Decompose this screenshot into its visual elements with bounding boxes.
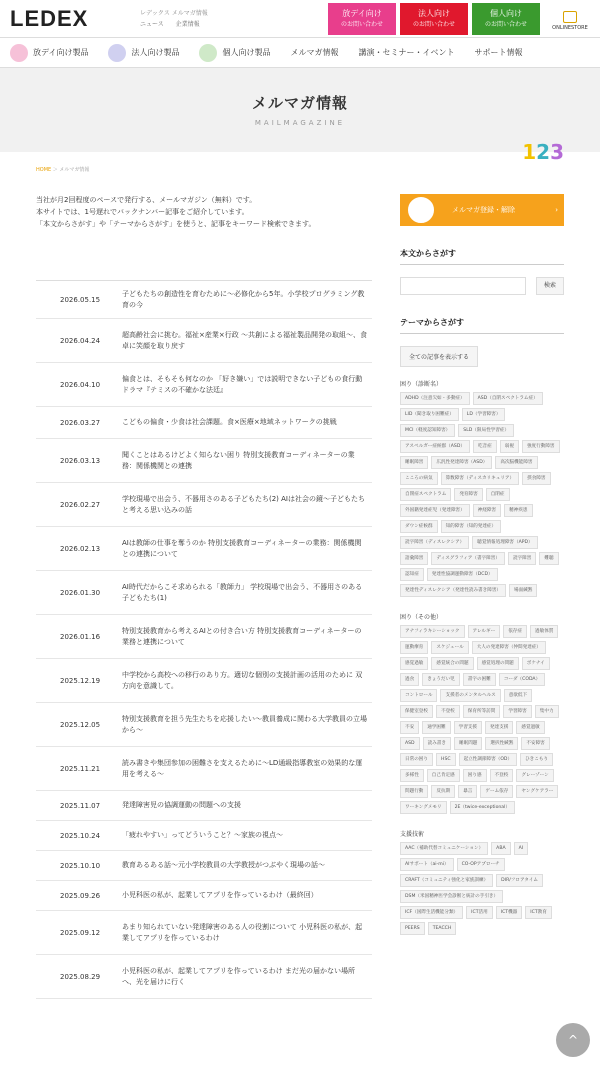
- article-row[interactable]: [36, 659, 372, 703]
- theme-tag[interactable]: 自閉症: [486, 488, 510, 501]
- search-button[interactable]: 検索: [536, 277, 564, 295]
- theme-tag[interactable]: PEERS: [400, 922, 425, 935]
- article-date: 2026.03.27: [60, 418, 101, 427]
- theme-tag[interactable]: DIR/フロアタイム: [496, 874, 543, 887]
- theme-tag[interactable]: 意欲低下: [504, 689, 532, 702]
- nav-label: サポート情報: [474, 48, 523, 57]
- theme-tag[interactable]: ダウン症候群: [400, 520, 438, 533]
- theme-tag[interactable]: ICT活用: [466, 906, 493, 919]
- breadcrumb-separator: ＞: [52, 167, 60, 173]
- theme-tag[interactable]: 不安: [400, 721, 419, 734]
- theme-tag[interactable]: ASD（自閉スペクトラム症）: [473, 392, 543, 405]
- theme-tag[interactable]: 知的障害（知的発達症）: [441, 520, 502, 533]
- article-title[interactable]: 子どもたちの創造性を育むために〜必修化から5年。小学校プログラミング教育の今: [122, 289, 365, 309]
- theme-tag[interactable]: 弱視: [500, 440, 519, 453]
- intro-text: [36, 194, 372, 280]
- theme-tag[interactable]: きょうだい児: [422, 673, 460, 686]
- theme-tag[interactable]: 読字障害: [508, 552, 536, 565]
- contact-corporate-label: 法人向け: [418, 8, 450, 18]
- theme-tag[interactable]: 吃音症: [473, 440, 497, 453]
- shopping-bag-icon: [563, 11, 577, 23]
- article-row[interactable]: [36, 821, 372, 851]
- theme-categories: [400, 379, 564, 938]
- theme-tag[interactable]: 反抗期: [431, 785, 455, 798]
- article-row[interactable]: [36, 615, 372, 659]
- theme-tag[interactable]: LID（聞き取り困難症）: [400, 408, 459, 421]
- theme-tag[interactable]: HSC: [436, 753, 456, 766]
- article-title[interactable]: 教育あるある話〜元小学校教員の大学教授がつぶやく現場の話〜: [122, 861, 325, 869]
- article-date: 2026.01.16: [60, 632, 101, 641]
- theme-tag[interactable]: ICF（国際生活機能分類）: [400, 906, 463, 919]
- mascot-dog-icon: [406, 195, 436, 225]
- article-date: 2026.01.30: [60, 588, 101, 597]
- intro-line: 本サイトでは、1号遅れでバックナンバー記事をご紹介しています。: [36, 208, 249, 216]
- theme-tag[interactable]: AI: [514, 842, 529, 855]
- theme-tag[interactable]: LD（学習障害）: [462, 408, 506, 421]
- article-date: 2026.02.27: [60, 500, 101, 509]
- article-date: 2025.12.05: [60, 720, 101, 729]
- theme-tag[interactable]: アレルギー: [468, 625, 501, 638]
- intro-line: 「本文からさがす」や「テーマからさがす」を使うと、記事をキーワード検索できます。: [36, 220, 316, 228]
- theme-tag[interactable]: 日常の困り: [400, 753, 433, 766]
- theme-tag[interactable]: 運動療育: [400, 641, 428, 654]
- article-row[interactable]: [36, 439, 372, 483]
- nav-item-houday-products[interactable]: [0, 44, 98, 62]
- article-title[interactable]: 発達障害児の協調運動の問題への支援: [122, 801, 241, 809]
- article-column: [36, 194, 372, 999]
- theme-tag[interactable]: 高次脳機能障害: [495, 456, 537, 469]
- nav-item-corporate-products[interactable]: [98, 44, 189, 62]
- theme-tag[interactable]: MCI（軽度認知障害）: [400, 424, 455, 437]
- page-subtitle: MAILMAGAZINE: [254, 119, 346, 127]
- theme-tag[interactable]: 過敏体質: [530, 625, 558, 638]
- theme-tag[interactable]: 強度行動障害: [522, 440, 560, 453]
- theme-tag[interactable]: 保健室登校: [400, 705, 433, 718]
- header-tagline: レデックス メルマガ情報: [140, 9, 208, 17]
- theme-tag[interactable]: 睡眠障害: [400, 456, 428, 469]
- article-date: 2026.03.13: [60, 456, 101, 465]
- main-content: [0, 194, 600, 999]
- banner-label: メルマガ登録・解除: [452, 206, 515, 214]
- theme-tag[interactable]: 自己肯定感: [427, 769, 460, 782]
- theme-tag[interactable]: 自閉症スペクトラム: [400, 488, 451, 501]
- theme-tag[interactable]: 精神疾患: [504, 504, 532, 517]
- article-title[interactable]: AI時代だからこそ求められる「教師力」 学校現場で出会う、不器用さのある子どもたち(1): [122, 582, 363, 602]
- theme-tag[interactable]: AIサポート（ai-mi）: [400, 858, 454, 871]
- theme-tag[interactable]: 不登校: [490, 769, 514, 782]
- theme-tag[interactable]: 発達性協調運動障害（DCD）: [427, 568, 498, 581]
- article-row[interactable]: [36, 527, 372, 571]
- theme-tag[interactable]: 起立性調節障害（OD）: [459, 753, 518, 766]
- theme-tag[interactable]: 多様性: [400, 769, 424, 782]
- theme-tag[interactable]: グレーゾーン: [516, 769, 553, 782]
- article-list: [36, 280, 372, 999]
- article-date: 2026.04.24: [60, 336, 101, 345]
- theme-tag[interactable]: コーダ（CODA）: [499, 673, 545, 686]
- breadcrumb: [0, 140, 600, 194]
- nav-label: 法人向け製品: [131, 48, 180, 57]
- theme-tag[interactable]: 発育障害: [454, 488, 482, 501]
- header-meta: [140, 8, 324, 30]
- theme-tag[interactable]: 集中力: [535, 705, 559, 718]
- theme-tag[interactable]: ひきこもり: [520, 753, 553, 766]
- theme-tag[interactable]: 支援者のメンタルヘルス: [440, 689, 500, 702]
- theme-tag[interactable]: 感覚過敏: [516, 721, 544, 734]
- theme-tag[interactable]: 外国籍発達症児（発達障害）: [400, 504, 470, 517]
- article-date: 2025.10.24: [60, 831, 101, 840]
- theme-tag[interactable]: CRAFT（コミュニティ強化と家族訓練）: [400, 874, 493, 887]
- theme-tag[interactable]: 読み書き: [423, 737, 451, 750]
- nav-item-mailmagazine[interactable]: [280, 47, 348, 58]
- theme-tag[interactable]: 感覚統合の問題: [431, 657, 473, 670]
- theme-tag[interactable]: 摂食障害: [522, 472, 550, 485]
- theme-tag[interactable]: コントロール: [400, 689, 437, 702]
- theme-tag[interactable]: ICT教育: [525, 906, 552, 919]
- article-row[interactable]: [36, 747, 372, 791]
- article-date: 2025.11.07: [60, 801, 101, 810]
- theme-tag[interactable]: TEACCH: [428, 922, 457, 935]
- back-to-top-button[interactable]: [556, 1023, 590, 1057]
- breadcrumb-home[interactable]: HOME: [36, 167, 52, 173]
- article-title[interactable]: 小児科医の私が、起業してアプリを作っているわけ まだ光の届かない場所へ、光を届けに行く: [122, 966, 355, 986]
- theme-section-title: テーマからさがす: [400, 317, 564, 334]
- header-link-company[interactable]: 企業情報: [175, 20, 200, 28]
- theme-tag[interactable]: 発達支援: [485, 721, 513, 734]
- theme-tag[interactable]: 広汎性発達障害（ASD）: [431, 456, 492, 469]
- search-form: [400, 277, 564, 295]
- theme-tag[interactable]: 暴言: [458, 785, 477, 798]
- tag-list: [400, 842, 564, 938]
- theme-tag[interactable]: ボケナイ: [522, 657, 550, 670]
- contact-personal-label: 個人向け: [490, 8, 522, 18]
- contact-houday-label: 放デイ向け: [342, 8, 382, 18]
- theme-tag[interactable]: ABA: [491, 842, 510, 855]
- theme-tag[interactable]: 過食: [400, 673, 419, 686]
- nav-item-personal-products[interactable]: [189, 44, 280, 62]
- theme-tag[interactable]: 依存症: [503, 625, 527, 638]
- theme-tag[interactable]: ディスグラフィア（書字障害）: [431, 552, 505, 565]
- article-row[interactable]: [36, 791, 372, 821]
- theme-tag[interactable]: 認知症: [400, 568, 424, 581]
- search-input[interactable]: [400, 277, 526, 295]
- theme-tag[interactable]: ICT機器: [496, 906, 523, 919]
- article-date: 2025.09.12: [60, 928, 101, 937]
- article-title[interactable]: 超高齢社会に挑む。福祉×産業×行政 〜共創による福祉製品開発の取組〜、食卓に笑顔を取り戻す: [122, 330, 367, 350]
- theme-tag[interactable]: 算数障害（ディスカリキュリア）: [441, 472, 520, 485]
- article-row[interactable]: [36, 363, 372, 407]
- nav-item-support[interactable]: [464, 47, 532, 58]
- theme-tag[interactable]: 不安障害: [521, 737, 549, 750]
- article-date: 2025.12.19: [60, 676, 101, 685]
- building-icon: [108, 44, 126, 62]
- ledex-logo[interactable]: LEDEX: [10, 5, 89, 31]
- show-all-articles-button[interactable]: 全ての記事を表示する: [400, 346, 478, 367]
- article-title[interactable]: こどもの偏食・少食は社会課題。食×医療×地域ネットワークの挑戦: [122, 418, 337, 426]
- article-title[interactable]: AIは教師の仕事を奪うのか 特別支援教育コーディネーターの業務：関係機関との連携について: [122, 538, 362, 558]
- theme-tag[interactable]: アナフィラキシーショック: [400, 625, 465, 638]
- theme-tag[interactable]: 発達性ディスレクシア（発達性読み書き障害）: [400, 584, 506, 597]
- theme-tag[interactable]: 語彙障害: [400, 552, 428, 565]
- page-title: メルマガ情報: [251, 94, 348, 112]
- global-nav: [0, 38, 600, 68]
- contact-corporate-button[interactable]: [400, 3, 468, 35]
- article-row[interactable]: [36, 483, 372, 527]
- tag-list: [400, 392, 564, 600]
- header-link-news[interactable]: ニュース: [140, 20, 164, 28]
- article-title[interactable]: 聞くことはあるけどよく知らない困り 特別支援教育コーディネーターの業務：関係機関との連携: [122, 450, 355, 470]
- theme-tag[interactable]: 読字障害（ディスレクシア）: [400, 536, 469, 549]
- article-row[interactable]: [36, 407, 372, 439]
- contact-personal-sub: のお問い合わせ: [484, 20, 527, 28]
- article-title[interactable]: 特別支援教育を担う先生たちを応援したい〜教員養成に関わる大学教員の立場から〜: [122, 714, 367, 734]
- category-heading: 支援技術: [400, 831, 425, 838]
- theme-tag[interactable]: 感覚処理の問題: [477, 657, 519, 670]
- intro-line: 当社が月2回程度のペースで発行する、メールマガジン（無料）です。: [36, 196, 257, 204]
- online-store-label: ONLINESTORE: [552, 24, 588, 31]
- article-title[interactable]: 特別支援教育から考えるAIとの付き合い方 特別支援教育コーディネーターの業務と連携について: [122, 626, 362, 646]
- theme-tag[interactable]: AAC（補助代替コミュニケーション）: [400, 842, 488, 855]
- theme-tag[interactable]: CO-OPアプローチ: [457, 858, 505, 871]
- article-date: 2026.05.15: [60, 295, 101, 304]
- contact-corporate-sub: のお問い合わせ: [412, 20, 455, 28]
- theme-tag[interactable]: 難聴: [539, 552, 558, 565]
- theme-tag[interactable]: ASD: [400, 737, 420, 750]
- header-links: [140, 19, 324, 30]
- article-date: 2025.10.10: [60, 861, 101, 870]
- article-date: 2025.08.29: [60, 972, 101, 981]
- nav-label: メルマガ情報: [290, 48, 339, 57]
- article-title[interactable]: 読み書きや集団参加の困難さを支えるために〜LD通級指導教室の効果的な運用を考える〜: [122, 758, 363, 778]
- theme-tag[interactable]: 選択性緘黙: [485, 737, 518, 750]
- article-row[interactable]: [36, 281, 372, 319]
- theme-tag[interactable]: 学習障害: [503, 705, 531, 718]
- theme-tag[interactable]: アスペルガー症候群（ASD）: [400, 440, 470, 453]
- theme-tag[interactable]: ADHD（注意欠如・多動症）: [400, 392, 470, 405]
- theme-tag[interactable]: 大人の発達障害（仲間発達症）: [472, 641, 546, 654]
- theme-tag[interactable]: 聴覚情報処理障害（APD）: [472, 536, 537, 549]
- site-header: [0, 0, 600, 38]
- page-hero: [0, 68, 600, 152]
- article-title[interactable]: 偏食とは、そもそも何なのか 「好き嫌い」では説明できない子どもの食行動 ドラマ『テミスの不確かな法廷』: [122, 374, 363, 394]
- category-heading: 困り（その他）: [400, 614, 443, 621]
- theme-tag[interactable]: 学習支援: [454, 721, 482, 734]
- theme-tag[interactable]: 困り感: [463, 769, 487, 782]
- chevron-right-icon: ›: [555, 206, 558, 214]
- theme-tag[interactable]: こころの病気: [400, 472, 438, 485]
- nav-item-seminar[interactable]: [348, 47, 464, 58]
- category-heading: 困り（診断名）: [400, 381, 443, 388]
- article-row[interactable]: [36, 571, 372, 615]
- article-title[interactable]: 学校現場で出会う、不器用さのある子どもたち(2) AIは社会の鏡〜子どもたちと考える思い込みの話: [122, 494, 365, 514]
- tag-list: [400, 625, 564, 817]
- theme-tag[interactable]: ゲーム依存: [480, 785, 513, 798]
- article-date: 2025.11.21: [60, 764, 101, 773]
- theme-tag[interactable]: 感覚過敏: [400, 657, 428, 670]
- theme-tag[interactable]: 不登校: [436, 705, 460, 718]
- theme-tag[interactable]: スケジュール: [431, 641, 468, 654]
- theme-tag[interactable]: 通学困難: [422, 721, 450, 734]
- contact-personal-button[interactable]: [472, 3, 540, 35]
- article-row[interactable]: [36, 851, 372, 881]
- theme-tag[interactable]: 睡眠問題: [454, 737, 482, 750]
- sidebar: [400, 194, 564, 999]
- nav-label: 講演・セミナー・イベント: [358, 48, 455, 57]
- theme-tag[interactable]: DSM（米国精神医学会診断と統計の手引き）: [400, 890, 503, 903]
- theme-tag[interactable]: SLD（限局性学習症）: [458, 424, 514, 437]
- contact-houday-button[interactable]: [328, 3, 396, 35]
- theme-tag[interactable]: 書字の困難: [463, 673, 496, 686]
- article-title[interactable]: あまり知られていない発達障害のある人の役割について 小児科医の私が、起業してアプリを作っているわけ: [122, 922, 363, 942]
- article-date: 2025.09.26: [60, 891, 101, 900]
- theme-tag[interactable]: 2E（twice-exceptional）: [450, 801, 515, 814]
- theme-tag[interactable]: 問題行動: [400, 785, 428, 798]
- nav-label: 放デイ向け製品: [33, 48, 89, 57]
- article-row[interactable]: [36, 911, 372, 955]
- search-section-title: 本文からさがす: [400, 248, 564, 265]
- theme-tag[interactable]: 場面緘黙: [509, 584, 537, 597]
- theme-tag[interactable]: 保育所等訪問: [463, 705, 501, 718]
- article-date: 2026.02.13: [60, 544, 101, 553]
- online-store-link[interactable]: [540, 7, 600, 31]
- article-row[interactable]: [36, 955, 372, 999]
- child-icon: [10, 44, 28, 62]
- nav-label: 個人向け製品: [222, 48, 271, 57]
- theme-tag[interactable]: ヤングケアラー: [516, 785, 558, 798]
- article-title[interactable]: 「疲れやすい」ってどういうこと？〜家族の視点〜: [122, 831, 283, 839]
- article-row[interactable]: [36, 319, 372, 363]
- article-title[interactable]: 小児科医の私が、起業してアプリを作っているわけ（最終回）: [122, 891, 318, 899]
- theme-tag[interactable]: ワーキングメモリ: [400, 801, 447, 814]
- breadcrumb-current: メルマガ情報: [59, 167, 90, 173]
- article-row[interactable]: [36, 881, 372, 911]
- number-characters-illustration: 123: [522, 140, 564, 164]
- article-title[interactable]: 中学校から高校への移行のあり方。適切な個別の支援計画の活用のために 双方向を意識して。: [122, 670, 363, 690]
- theme-tag[interactable]: 神経障害: [473, 504, 501, 517]
- article-date: 2026.04.10: [60, 380, 101, 389]
- contact-houday-sub: のお問い合わせ: [340, 20, 383, 28]
- person-icon: [199, 44, 217, 62]
- mailmagazine-register-banner[interactable]: [400, 194, 564, 226]
- article-row[interactable]: [36, 703, 372, 747]
- arrow-up-icon: ^: [567, 1033, 579, 1047]
